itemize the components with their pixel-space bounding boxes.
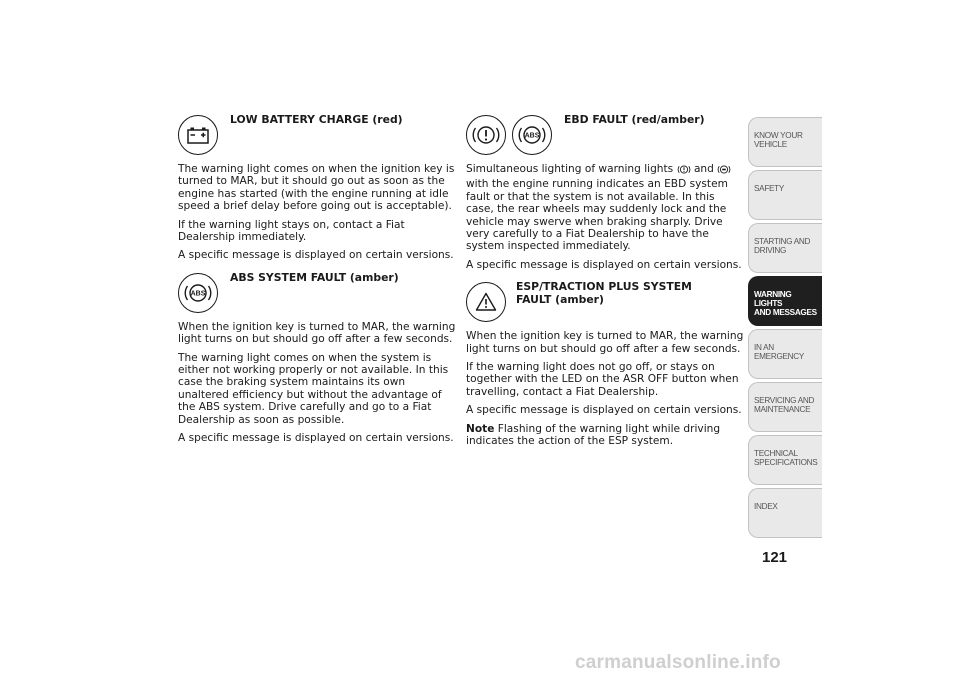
ebd-fault-para-1 — [466, 163, 744, 253]
abs-icon — [717, 164, 731, 178]
left-column — [178, 112, 456, 451]
tab-label: AND MESSAGES — [754, 308, 817, 318]
tab-label: TECHNICAL — [754, 449, 798, 458]
esp-fault-para-3: A specific message is displayed on certain versions. — [466, 404, 742, 417]
esp-fault-para-2: If the warning light does not go off, or stays on together with the LED on the ASR OFF button when travelling, contact a Fiat Dealership. — [466, 361, 739, 398]
low-battery-section — [178, 112, 456, 262]
ebd-text-after: with the engine running indicates an EBD system fault or that the system is not available. In this case, the rear wheels may suddenly lock and the vehicle may swerve when braking sharply. Drive very carefully to a Fiat Dealership to have the system inspected immediately. — [466, 178, 728, 253]
esp-note — [466, 423, 744, 448]
note-text: Flashing of the warning light while driving indicates the action of the ESP system. — [466, 422, 721, 448]
abs-fault-header — [178, 270, 456, 313]
tab-in-an-emergency[interactable] — [748, 329, 822, 379]
tab-know-your-vehicle[interactable] — [748, 117, 822, 167]
tab-servicing-and-maintenance[interactable] — [748, 382, 822, 432]
tab-label: SAFETY — [754, 184, 785, 193]
brake-warning-icon — [677, 164, 691, 178]
ebd-text-before: Simultaneous lighting of warning lights — [466, 163, 677, 175]
right-column — [466, 112, 744, 454]
chapter-tabs — [748, 117, 822, 541]
tab-warning-lights-and-messages[interactable] — [748, 276, 822, 326]
note-label: Note — [466, 422, 495, 435]
abs-icon — [512, 115, 552, 155]
low-battery-para-2: If the warning light stays on, contact a Fiat Dealership immediately. — [178, 218, 405, 244]
tab-label: KNOW YOUR — [754, 131, 803, 140]
ebd-fault-header — [466, 112, 744, 155]
ebd-text-mid: and — [690, 163, 718, 175]
ebd-fault-para-2: A specific message is displayed on certain versions. — [466, 258, 742, 271]
abs-fault-para-3: A specific message is displayed on certain versions. — [178, 432, 454, 445]
esp-fault-section — [466, 279, 744, 447]
abs-fault-para-2: The warning light comes on when the system is either not working properly or not available. In this case the braking system maintains its own unaltered efficiency but without the advantage of the ABS system. Drive carefully and go to a Fiat Dealership as soon as possible. — [178, 351, 449, 426]
tab-technical-specifications[interactable] — [748, 435, 822, 485]
esp-fault-title: ESP/TRACTION PLUS SYSTEM FAULT (amber) — [516, 280, 692, 306]
abs-icon-label: ABS — [524, 132, 540, 140]
tab-label: MAINTENANCE — [754, 405, 811, 415]
battery-icon — [178, 115, 218, 155]
low-battery-para-1: The warning light comes on when the ignition key is turned to MAR, but it should go out as soon as the engine has started (with the engine running at idle speed a brief delay before going out is acceptable). — [178, 163, 455, 213]
low-battery-title: LOW BATTERY CHARGE (red) — [230, 113, 403, 126]
ebd-fault-section — [466, 112, 744, 271]
ebd-fault-title: EBD FAULT (red/amber) — [564, 113, 705, 126]
abs-fault-title: ABS SYSTEM FAULT (amber) — [230, 270, 399, 284]
abs-fault-section — [178, 270, 456, 445]
tab-label: WARNING LIGHTS — [754, 290, 792, 309]
tab-label: INDEX — [754, 502, 778, 511]
tab-index[interactable] — [748, 488, 822, 538]
low-battery-header — [178, 112, 456, 155]
tab-label: DRIVING — [754, 246, 787, 256]
low-battery-para-3: A specific message is displayed on certain versions. — [178, 249, 454, 262]
tab-label: VEHICLE — [754, 140, 787, 150]
abs-icon — [178, 273, 218, 313]
abs-icon-label: ABS — [190, 290, 206, 298]
tab-safety[interactable] — [748, 170, 822, 220]
tab-label: IN AN EMERGENCY — [754, 343, 805, 362]
esp-fault-para-1: When the ignition key is turned to MAR, the warning light turns on but should go off after a few seconds. — [466, 330, 744, 355]
tab-starting-and-driving[interactable] — [748, 223, 822, 273]
tab-label: STARTING AND — [754, 237, 811, 246]
tab-label: SPECIFICATIONS — [754, 458, 818, 468]
page-number: 121 — [762, 549, 788, 566]
esp-warning-icon — [466, 282, 506, 322]
abs-fault-para-1: When the ignition key is turned to MAR, the warning light turns on but should go off after a few seconds. — [178, 320, 456, 346]
watermark: carmanualsonline.info — [575, 652, 781, 673]
brake-warning-icon — [466, 115, 506, 155]
esp-fault-header — [466, 279, 744, 322]
ebd-icons — [466, 112, 552, 155]
tab-label: SERVICING AND — [754, 396, 815, 405]
